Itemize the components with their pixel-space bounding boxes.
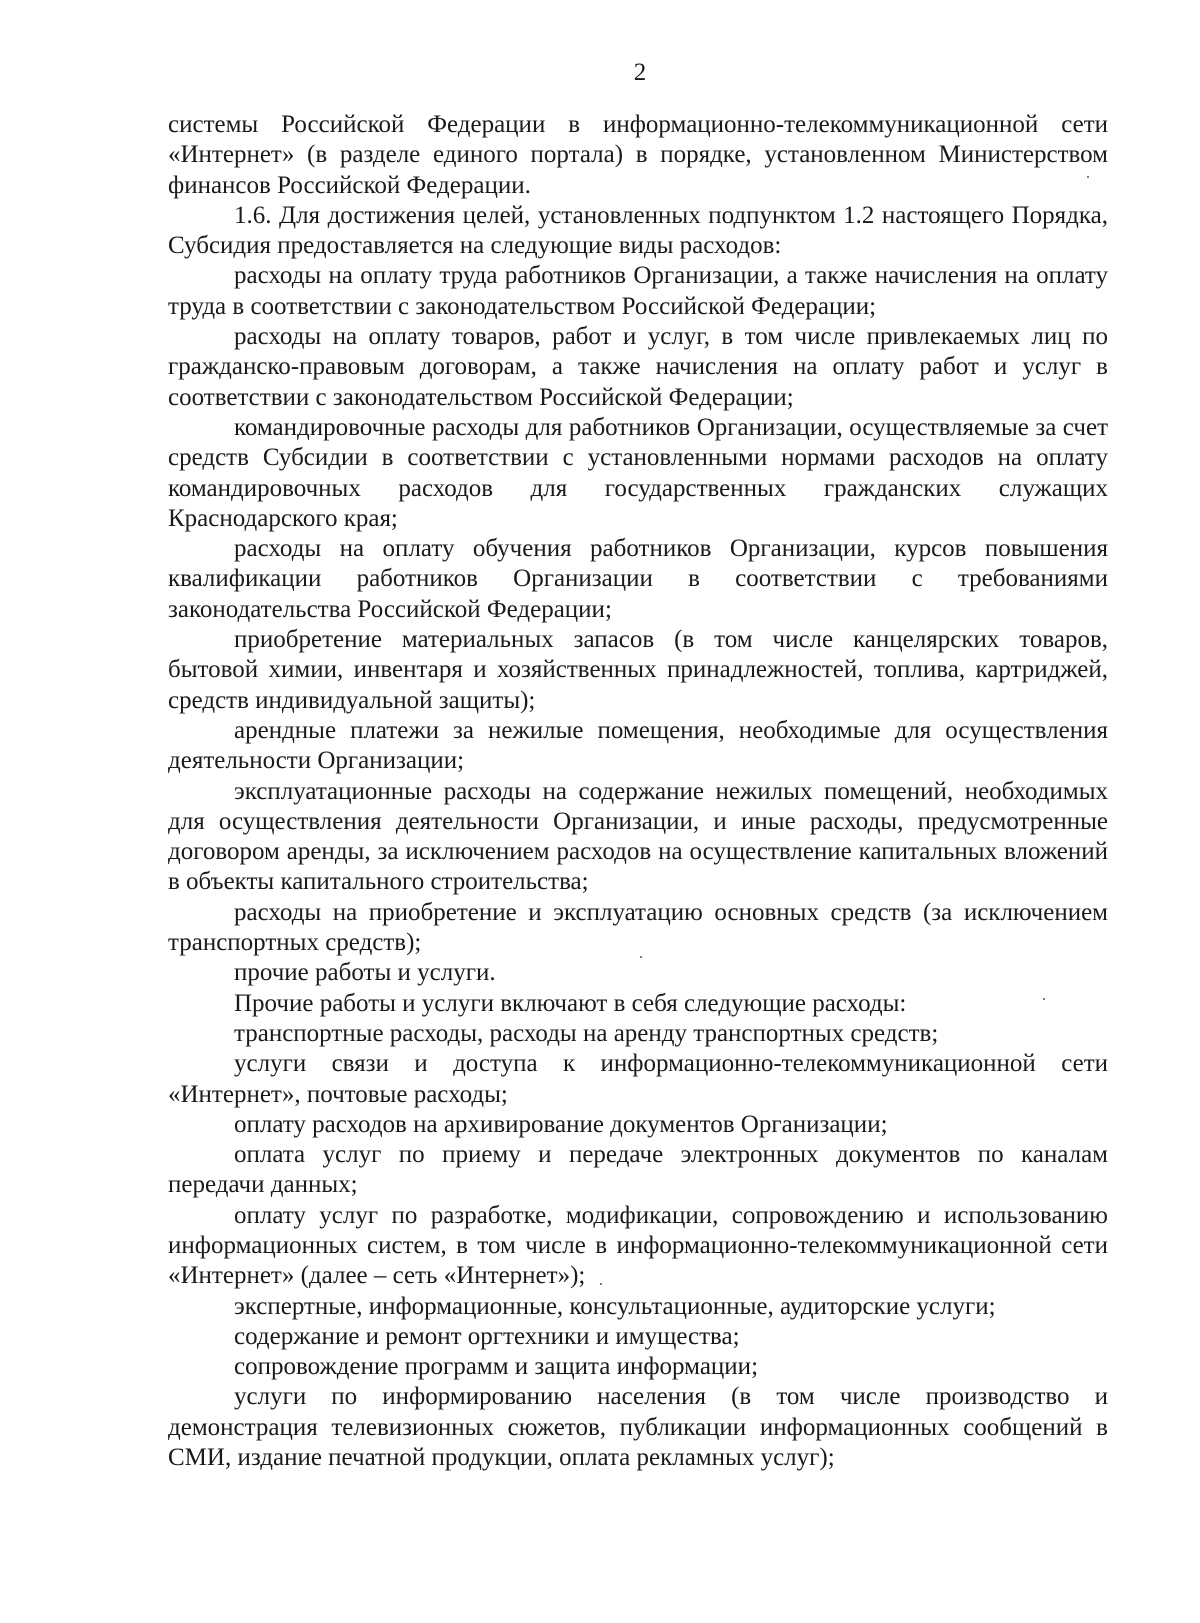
list-item-labor-costs: расходы на оплату труда работников Организации, а также начисления на оплату труда в соответствии с законодательством Российской Федерации; bbox=[168, 262, 1108, 320]
list-item-fixed-assets: расходы на приобретение и эксплуатацию основных средств (за исключением транспортных средств); bbox=[168, 898, 1108, 957]
page-number: 2 bbox=[633, 59, 647, 86]
scan-speck bbox=[1087, 176, 1089, 178]
list-item-information-systems: оплату услуг по разработке, модификации, сопровождению и использованию информационных систем, в том числе в информационно-телекоммуникационной сети «Интернет» (далее – сеть «Интернет»); bbox=[168, 1201, 1108, 1290]
list-item-other-works: прочие работы и услуги. bbox=[234, 959, 496, 987]
list-item-travel-expenses: командировочные расходы для работников Организации, осуществляемые за счет средств Субсидии в соответствии с установленными нормами расходов на оплату командировочных расходов для государственных гражданских служащих Краснодарского края; bbox=[168, 413, 1108, 532]
list-item-maintenance: эксплуатационные расходы на содержание нежилых помещений, необходимых для осуществления деятельности Организации, и иные расходы, предусмотренные договором аренды, за исключением расходов на осуществление капитальных вложений в объекты капитального строительства; bbox=[168, 777, 1108, 896]
list-item-communications: услуги связи и доступа к информационно-телекоммуникационной сети «Интернет», почтовые расходы; bbox=[168, 1050, 1108, 1108]
list-item-e-documents: оплата услуг по приему и передаче электронных документов по каналам передачи данных; bbox=[168, 1141, 1108, 1199]
list-item-transport: транспортные расходы, расходы на аренду транспортных средств; bbox=[234, 1019, 939, 1047]
list-item-materials: приобретение материальных запасов (в том числе канцелярских товаров, бытовой химии, инвентаря и хозяйственных принадлежностей, топлива, картриджей, средств индивидуальной защиты); bbox=[168, 626, 1108, 714]
document-body bbox=[168, 110, 1108, 1473]
scan-speck bbox=[640, 956, 642, 958]
list-item-public-information: услуги по информированию населения (в том числе производство и демонстрация телевизионных сюжетов, публикации информационных сообщений в СМИ, издание печатной продукции, оплата рекламных услуг); bbox=[168, 1383, 1108, 1472]
list-item-training: расходы на оплату обучения работников Организации, курсов повышения квалификации работников Организации в соответствии с требованиями законодательства Российской Федерации; bbox=[168, 535, 1108, 623]
list-item-expert-services: экспертные, информационные, консультационные, аудиторские услуги; bbox=[234, 1292, 996, 1320]
paragraph-continuation: системы Российской Федерации в информационно-телекоммуникационной сети «Интернет» (в разделе единого портала) в порядке, установленном Министерством финансов Российской Федерации. bbox=[168, 111, 1108, 199]
paragraph-clause-1-6: 1.6. Для достижения целей, установленных подпунктом 1.2 настоящего Порядка, Субсидия предоставляется на следующие виды расходов: bbox=[168, 201, 1108, 260]
paragraph-other-works-intro: Прочие работы и услуги включают в себя следующие расходы: bbox=[234, 989, 907, 1017]
list-item-archiving: оплату расходов на архивирование документов Организации; bbox=[234, 1110, 888, 1138]
scan-speck bbox=[600, 1283, 602, 1285]
list-item-equipment-repair: содержание и ремонт оргтехники и имущества; bbox=[234, 1322, 740, 1350]
scan-speck bbox=[1043, 998, 1045, 1000]
list-item-software-support: сопровождение программ и защита информации; bbox=[234, 1353, 759, 1381]
list-item-rent: арендные платежи за нежилые помещения, необходимые для осуществления деятельности Организации; bbox=[168, 716, 1108, 775]
list-item-goods-services: расходы на оплату товаров, работ и услуг, в том числе привлекаемых лиц по гражданско-правовым договорам, а также начисления на оплату работ и услуг в соответствии с законодательством Российской Федерации; bbox=[168, 323, 1108, 411]
